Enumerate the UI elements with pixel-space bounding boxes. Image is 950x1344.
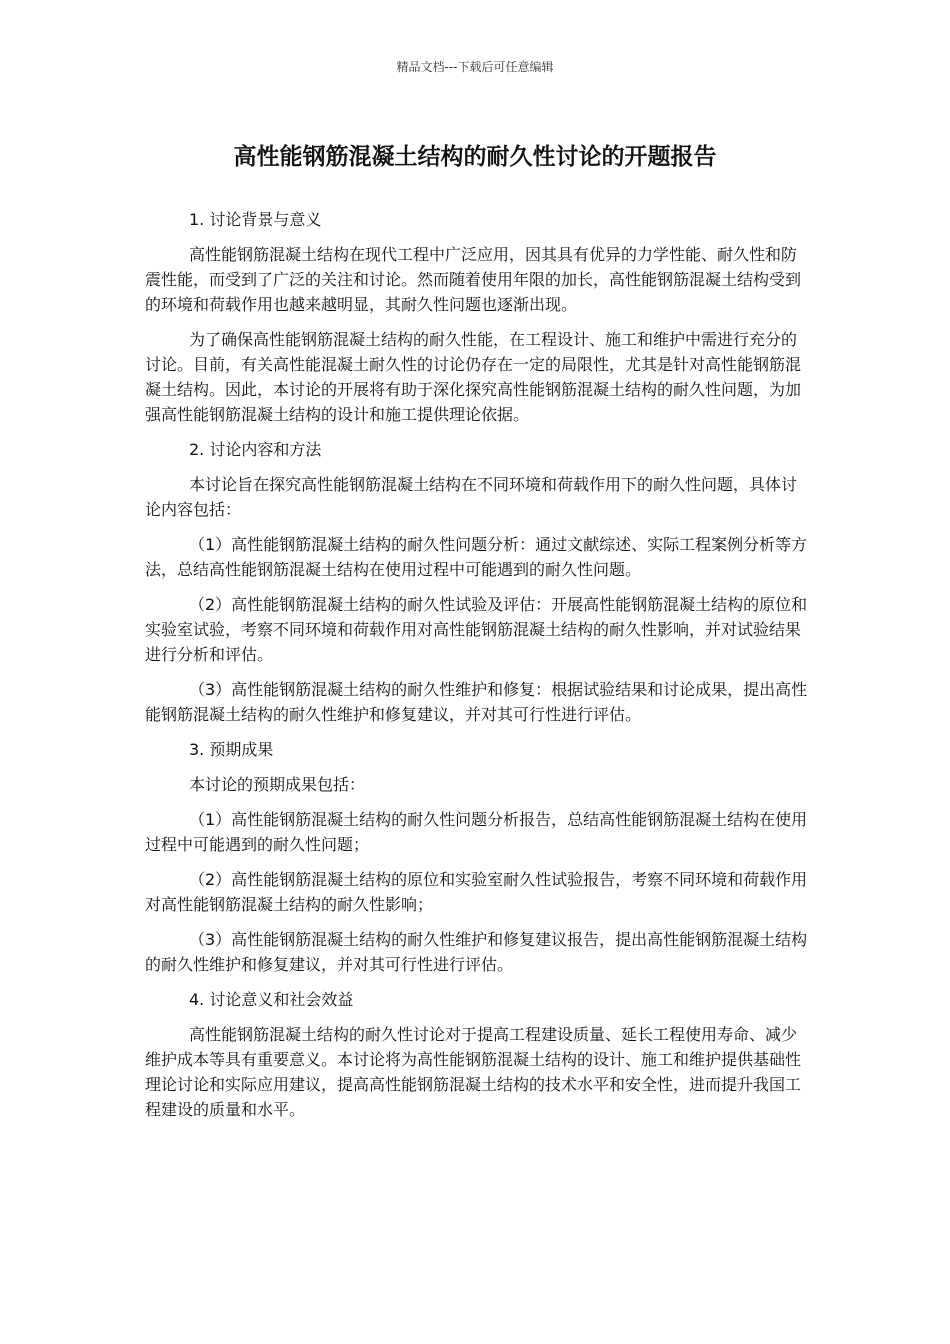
- section-heading: 3. 预期成果: [189, 740, 274, 759]
- paragraph: 高性能钢筋混凝土结构的耐久性讨论对于提高工程建设质量、延长工程使用寿命、减少维护成本等具有重要意义。本讨论将为高性能钢筋混凝土结构的设计、施工和维护提供基础性理论讨论和实际应用建议，提高高性能钢筋混凝土结构的技术水平和安全性，进而提升我国工程建设的质量和水平。: [145, 1025, 802, 1119]
- list-item: （1）高性能钢筋混凝土结构的耐久性问题分析报告，总结高性能钢筋混凝土结构在使用过程中可能遇到的耐久性问题；: [145, 810, 808, 854]
- page-header: 精品文档---下载后可任意编辑: [396, 60, 554, 74]
- document-title: 高性能钢筋混凝土结构的耐久性讨论的开题报告: [233, 144, 717, 170]
- list-item: （2）高性能钢筋混凝土结构的耐久性试验及评估：开展高性能钢筋混凝土结构的原位和实验室试验，考察不同环境和荷载作用对高性能钢筋混凝土结构的耐久性影响，并对试验结果进行分析和评估。: [145, 595, 808, 664]
- document-body: [145, 207, 810, 1132]
- list-item: （2）高性能钢筋混凝土结构的原位和实验室耐久性试验报告，考察不同环境和荷载作用对高性能钢筋混凝土结构的耐久性影响；: [145, 870, 808, 914]
- list-item: （1）高性能钢筋混凝土结构的耐久性问题分析：通过文献综述、实际工程案例分析等方法，总结高性能钢筋混凝土结构在使用过程中可能遇到的耐久性问题。: [145, 535, 808, 579]
- section-heading: 2. 讨论内容和方法: [189, 440, 322, 459]
- list-item: （3）高性能钢筋混凝土结构的耐久性维护和修复建议报告，提出高性能钢筋混凝土结构的耐久性维护和修复建议，并对其可行性进行评估。: [145, 930, 808, 974]
- section-heading: 1. 讨论背景与意义: [189, 210, 322, 229]
- paragraph: 本讨论的预期成果包括：: [189, 775, 366, 794]
- section-heading: 4. 讨论意义和社会效益: [189, 990, 354, 1009]
- list-item: （3）高性能钢筋混凝土结构的耐久性维护和修复：根据试验结果和讨论成果，提出高性能钢筋混凝土结构的耐久性维护和修复建议，并对其可行性进行评估。: [145, 680, 808, 724]
- paragraph: 本讨论旨在探究高性能钢筋混凝土结构在不同环境和荷载作用下的耐久性问题，具体讨论内容包括：: [145, 475, 798, 519]
- paragraph: 高性能钢筋混凝土结构在现代工程中广泛应用，因其具有优异的力学性能、耐久性和防震性能，而受到了广泛的关注和讨论。然而随着使用年限的加长，高性能钢筋混凝土结构受到的环境和荷载作用也越来越明显，其耐久性问题也逐渐出现。: [145, 245, 802, 314]
- paragraph: 为了确保高性能钢筋混凝土结构的耐久性能，在工程设计、施工和维护中需进行充分的讨论。目前，有关高性能混凝土耐久性的讨论仍存在一定的局限性，尤其是针对高性能钢筋混凝土结构。因此，本讨论的开展将有助于深化探究高性能钢筋混凝土结构的耐久性问题，为加强高性能钢筋混凝土结构的设计和施工提供理论依据。: [145, 330, 802, 424]
